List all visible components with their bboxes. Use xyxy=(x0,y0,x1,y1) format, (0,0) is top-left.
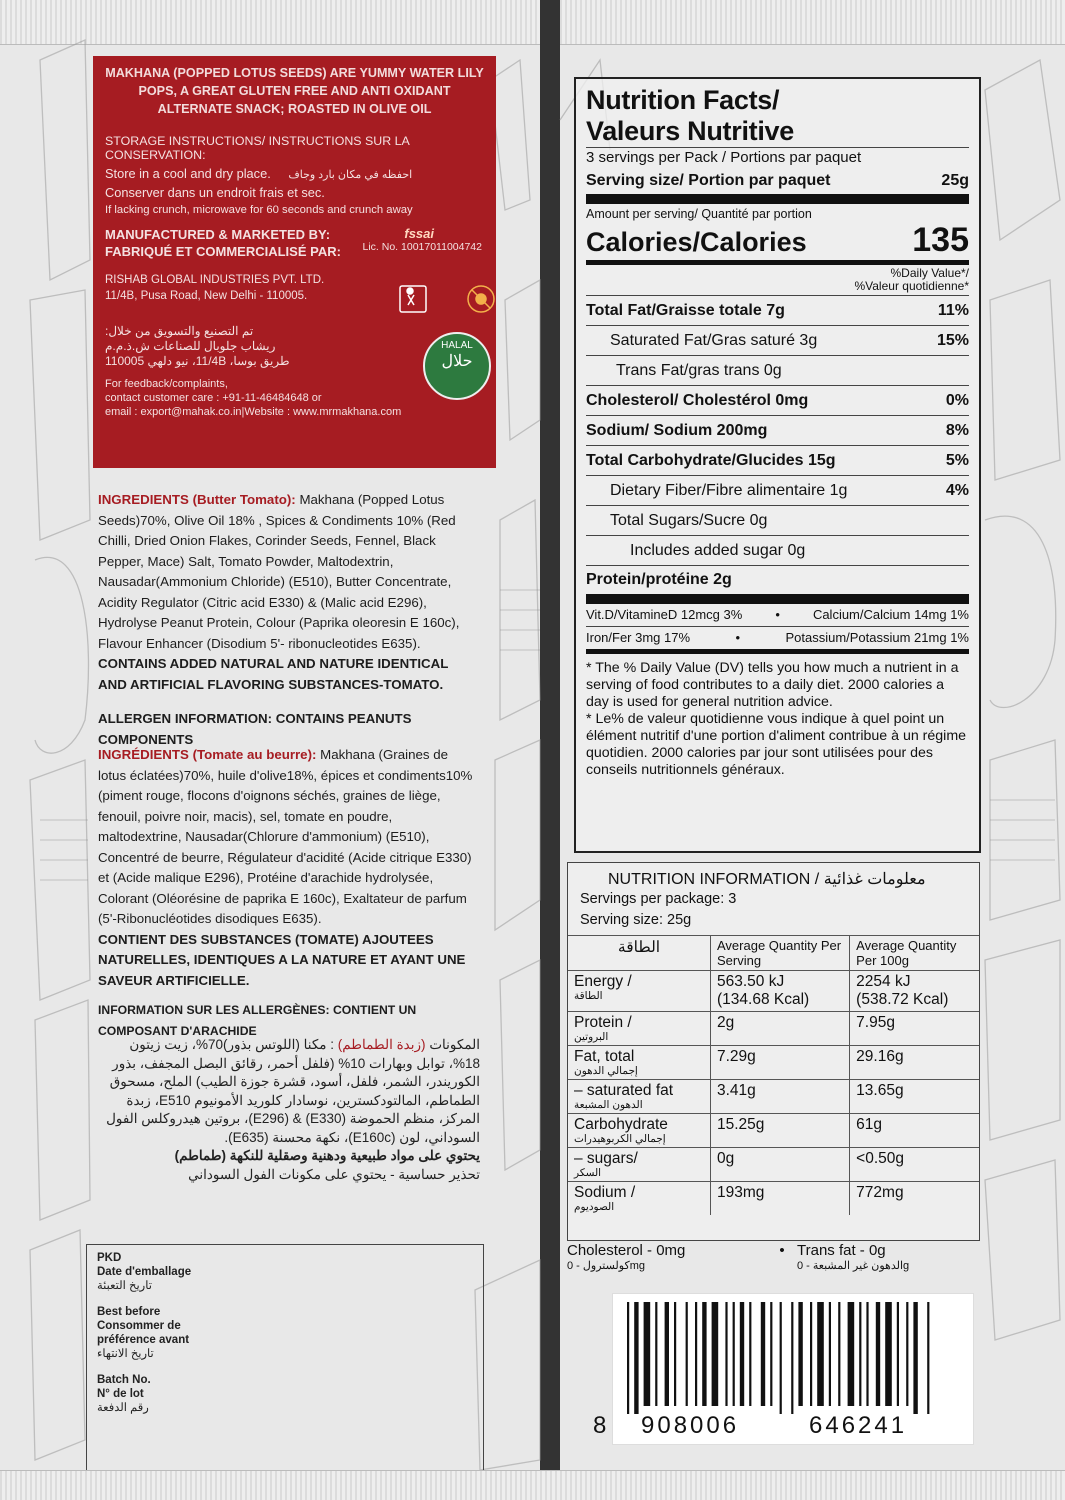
feedback-label: For feedback/complaints, xyxy=(105,378,228,390)
nf-vitamin-d: Vit.D/VitamineD 12mcg 3% xyxy=(586,607,743,622)
nf-bullet: • xyxy=(735,630,741,645)
ni-row xyxy=(568,1080,979,1114)
nf-dv-header-en: %Daily Value*/ xyxy=(890,266,969,280)
ni-serving-size: Serving size: 25g xyxy=(580,912,692,928)
nf-row-label: Total Sugars/Sucre 0g xyxy=(610,512,768,529)
barcode-bar xyxy=(712,1302,719,1406)
ni-row-per-100g xyxy=(850,1148,979,1182)
ni-row-label: – sugars/ xyxy=(574,1150,638,1167)
barcode-bar xyxy=(695,1302,697,1406)
barcode-bar xyxy=(634,1302,638,1414)
ingredients-ar-text: : مكنا (اللوتس بذور)70%، زيت زيتون 18%، توابل وبهارات 10% (فلفل أحمر، رقائق البصل المجفف، بذور الكوريندر، الشمر، فلفل، أسود، قشرة جوزة الطيب) الملح، مسحوق الطماطم، المالتودكسترين، نوسادار كلوريد الأمونيوم E510، زبدة المركز، منظم الحموضة (E330) & (E296)، بروتين هيدروكلس الفول السوداني، لون (E160c)، نكهة محسنة (E635). xyxy=(106,1037,480,1145)
best-before-ar: تاريخ الانتهاء xyxy=(97,1348,154,1360)
storage-heading: STORAGE INSTRUCTIONS/ INSTRUCTIONS SUR LA CONSERVATION: xyxy=(105,134,410,162)
barcode-bars xyxy=(623,1302,963,1414)
ni-row-per-100g xyxy=(850,1114,979,1148)
storage-en-text: Store in a cool and dry place. xyxy=(105,166,271,181)
ni-header-row xyxy=(568,936,979,971)
ni-row-label-cell xyxy=(568,1148,711,1182)
ni-row xyxy=(568,1012,979,1046)
ni-row-label-ar: إجمالي الكربوهيدرات xyxy=(574,1133,666,1145)
barcode-bar xyxy=(702,1302,706,1406)
barcode-bar xyxy=(761,1302,765,1406)
nf-row-dv: 4% xyxy=(945,482,969,499)
barcode-bar xyxy=(725,1302,727,1406)
nf-row xyxy=(586,386,969,416)
ni-row-per-100g xyxy=(850,1080,979,1114)
nf-row xyxy=(586,536,969,566)
ni-serving-value: 7.29g xyxy=(717,1048,756,1065)
ni-serving-value: 0g xyxy=(717,1150,735,1167)
ni-row-per-serving xyxy=(711,1182,850,1216)
barcode-bar xyxy=(897,1302,899,1406)
ni-serving-value: 3.41g xyxy=(717,1082,756,1099)
ni-per100-value: 61g xyxy=(856,1116,883,1133)
ni-cholesterol xyxy=(567,1242,767,1272)
arabic-company: ريشاب جلوبال للصناعات ش.ذ.م.م xyxy=(105,339,276,353)
barcode-bar xyxy=(838,1302,840,1406)
barcode-bar xyxy=(749,1302,751,1406)
halal-label: HALAL xyxy=(441,340,473,351)
nf-calories-row xyxy=(586,222,969,265)
ni-row-label-ar: البروتين xyxy=(574,1031,609,1043)
barcode-bar xyxy=(686,1302,688,1406)
ni-per100-value: 2254 kJ xyxy=(856,973,911,990)
ni-row-per-serving xyxy=(711,1012,850,1046)
ni-cholesterol-trans xyxy=(567,1242,981,1272)
ni-row-per-serving xyxy=(711,1114,850,1148)
barcode-bar xyxy=(848,1302,855,1406)
company-name: RISHAB GLOBAL INDUSTRIES PVT. LTD. xyxy=(105,274,325,286)
barcode-bar xyxy=(866,1302,868,1406)
ni-row-label-cell xyxy=(568,1046,711,1080)
nf-row-label: Total Fat/Graisse totale 7g xyxy=(586,302,785,319)
barcode-digits-3: 646241 xyxy=(809,1412,908,1439)
ni-per100-value: 7.95g xyxy=(856,1014,895,1031)
ingredients-ar-flavor: (زبدة الطماطم) xyxy=(337,1037,426,1052)
barcode-bar xyxy=(791,1302,793,1414)
nf-row-label: Cholesterol/ Cholestérol 0mg xyxy=(586,392,809,409)
barcode-digits-2: 908006 xyxy=(641,1412,740,1439)
arabic-address: طريق بوسا، 11/4B، نيو دلهي 110005 xyxy=(105,354,290,368)
nf-serving-size-row xyxy=(586,168,969,204)
bottom-seal xyxy=(0,1470,1065,1500)
fssai-logo: fssai xyxy=(404,226,434,241)
batch-fr-label: N° de lot xyxy=(97,1388,144,1400)
nf-dv-header xyxy=(586,265,969,296)
sun-protect-icon xyxy=(468,286,494,312)
ingredients-fr-text: Makhana (Graines de lotus éclatées)70%, huile d'olive18%, épices et condiments10% (piment rouge, flocons d'oignons séchés, graines de liège, fenouil, poivre noir, macis), sel, tomate en poudre, maltodextrine, Nausadar(Chlorure d'ammonium) (E510), Concentré de beurre, Régulateur d'acidité (Acide citrique E330) et (Acide malique E296), Protéine d'arachide hydrolysée, Colorant (Oléorésine de paprika E 160c), Exaltateur de parfum (5'-Ribonucléotides disodiques E635). xyxy=(98,747,473,926)
ni-row xyxy=(568,1148,979,1182)
brand-info-panel xyxy=(93,56,496,468)
ni-col1-header: Average Quantity Per Serving xyxy=(711,936,850,971)
ni-serving-value: 2g xyxy=(717,1014,735,1031)
ingredients-en-label: INGREDIENTS (Butter Tomato): xyxy=(98,492,296,507)
best-before-fr2: préférence avant xyxy=(97,1334,190,1346)
pkd-ar-label: تاريخ التعبئة xyxy=(97,1280,152,1292)
nf-iron: Iron/Fer 3mg 17% xyxy=(586,630,691,645)
crunch-tip: If lacking crunch, microwave for 60 seconds and crunch away xyxy=(105,204,413,216)
ingredients-fr-label: INGRÉDIENTS (Tomate au beurre): xyxy=(98,747,317,762)
ni-row-label-cell xyxy=(568,1182,711,1216)
barcode-bar xyxy=(733,1302,735,1406)
contact-email: email : export@mahak.co.in|Website : www.mrmakhana.com xyxy=(105,406,402,418)
nf-row xyxy=(586,476,969,506)
nf-row xyxy=(586,296,969,326)
nf-row xyxy=(586,356,969,386)
nf-vitamin-row-2 xyxy=(586,627,969,654)
nf-row-dv: 8% xyxy=(945,422,969,439)
ingredients-en-contains: CONTAINS ADDED NATURAL AND NATURE IDENTICAL AND ARTIFICIAL FLAVORING SUBSTANCES-TOMATO. xyxy=(98,656,449,692)
ni-row-label-ar: الطاقة xyxy=(574,990,603,1002)
ni-row-label: – saturated fat xyxy=(574,1082,674,1099)
fssai-block xyxy=(363,226,483,253)
best-before-fr1: Consommer de xyxy=(97,1320,181,1332)
fssai-license: Lic. No. 10017011004742 xyxy=(362,241,482,253)
ni-row xyxy=(568,971,979,1012)
barcode-bar xyxy=(810,1302,812,1406)
nf-dv-header-fr: %Valeur quotidienne* xyxy=(854,279,969,293)
barcode-bar xyxy=(906,1302,908,1406)
barcode-bar xyxy=(740,1302,744,1406)
nf-row xyxy=(586,506,969,536)
ni-row-label-cell xyxy=(568,1080,711,1114)
ni-row-label-ar: الدهون المشبعة xyxy=(574,1099,643,1111)
ni-heading-ar: معلومات غذائية xyxy=(823,871,926,888)
ni-per100-value: 29.16g xyxy=(856,1048,904,1065)
nf-bullet: • xyxy=(775,607,780,622)
ni-table xyxy=(568,935,979,1215)
nf-servings: 3 servings per Pack / Portions par paquet xyxy=(586,149,862,166)
allergen-en: ALLERGEN INFORMATION: CONTAINS PEANUTS COMPONENTS xyxy=(98,711,412,747)
barcode-bar xyxy=(798,1302,802,1406)
ni-per100-value-2: (538.72 Kcal) xyxy=(856,991,949,1008)
barcode-bar xyxy=(780,1302,782,1414)
ni-rows xyxy=(568,971,979,1216)
nf-serving-size-label: Serving size/ Portion par paquet xyxy=(586,172,831,189)
ni-row-label-cell xyxy=(568,1114,711,1148)
batch-label: Batch No. xyxy=(97,1374,151,1386)
company-street: 11/4B, Pusa Road, New Delhi - 110005. xyxy=(105,290,308,302)
ni-row-per-serving xyxy=(711,971,850,1012)
nf-row-label: Includes added sugar 0g xyxy=(630,542,806,559)
barcode xyxy=(593,1293,974,1445)
product-claim: MAKHANA (POPPED LOTUS SEEDS) ARE YUMMY WATER LILY POPS, A GREAT GLUTEN FREE AND ANTI OXIDANT ALTERNATE SNACK; ROASTED IN OLIVE OIL xyxy=(105,66,484,116)
nf-row-label: Trans Fat/gras trans 0g xyxy=(616,362,782,379)
nf-protein-row xyxy=(586,566,969,604)
nutrition-information-panel xyxy=(567,862,980,1241)
barcode-bar xyxy=(876,1302,880,1406)
ingredients-ar-contains: يحتوي على مواد طبيعية ودهنية وصقلية للنكهة (طماطم) xyxy=(174,1148,480,1163)
barcode-bar xyxy=(627,1302,629,1414)
ni-row-label: Protein / xyxy=(574,1014,632,1031)
barcode-bar xyxy=(655,1302,657,1406)
nf-nutrient-rows xyxy=(586,296,969,566)
ni-row-label-ar: الصوديوم xyxy=(574,1201,615,1213)
nf-row xyxy=(586,416,969,446)
ni-serving-value: 563.50 kJ xyxy=(717,973,785,990)
barcode-bar xyxy=(770,1302,772,1406)
ni-trans-ar: الدهون غير المشبعة - 0g xyxy=(797,1260,910,1272)
ni-per100-value: 13.65g xyxy=(856,1082,904,1099)
ni-cholesterol-ar: كولسترول - 0mg xyxy=(567,1260,645,1272)
halal-arabic: حلال xyxy=(441,353,473,370)
ni-cholesterol-en: Cholesterol - 0mg xyxy=(567,1242,686,1259)
nf-row xyxy=(586,446,969,476)
pkd-group xyxy=(97,1251,473,1293)
allergen-fr: INFORMATION SUR LES ALLERGÈNES: CONTIENT UN COMPOSANT D'ARACHIDE xyxy=(98,1003,417,1038)
ni-trans xyxy=(797,1242,909,1272)
dates-batch-box xyxy=(86,1244,484,1486)
nf-row-label: Sodium/ Sodium 200mg xyxy=(586,422,768,439)
barcode-digit-1: 8 xyxy=(593,1412,610,1439)
nf-title-fr: Valeurs Nutritive xyxy=(586,116,969,148)
ni-row-per-serving xyxy=(711,1148,850,1182)
pkd-label: PKD xyxy=(97,1252,122,1264)
ni-row-per-serving xyxy=(711,1080,850,1114)
nf-calcium: Calcium/Calcium 14mg 1% xyxy=(812,607,969,622)
storage-instruction-fr: Conserver dans un endroit frais et sec. xyxy=(105,185,325,200)
ingredients-en-text: Makhana (Popped Lotus Seeds)70%, Olive Oil 18% , Spices & Condiments 10% (Red Chilli, Dried Onion Flakes, Corinder Seeds, Fennel, Black Pepper, Mace) Salt, Tomato Powder, Maltodextrin, Nausadar(Ammonium Chloride) (E510), Butter Concentrate, Acidity Regulator (Citric acid E330) & (Malic acid E296), Hydrolyse Peanut Protein, Colour (Paprika oleoresin E 160c), Flavour Enhancer (Disodium 5'- ribonucleotides E635). xyxy=(98,492,460,651)
barcode-bar xyxy=(927,1302,929,1414)
nf-row-dv: 0% xyxy=(945,392,969,409)
ni-row xyxy=(568,1114,979,1148)
barcode-bar xyxy=(644,1302,651,1406)
contact-phone: contact customer care : +91-11-46484648 or xyxy=(105,392,322,404)
arabic-manufacturer xyxy=(105,324,325,369)
pkd-fr-label: Date d'emballage xyxy=(97,1266,192,1278)
nf-potassium: Potassium/Potassium 21mg 1% xyxy=(785,630,969,645)
ni-heading-en: NUTRITION INFORMATION / xyxy=(608,871,820,888)
batch-group xyxy=(97,1373,473,1415)
recycle-bin-icon xyxy=(400,286,426,312)
ni-per100-value: <0.50g xyxy=(856,1150,905,1167)
ni-row-label: Carbohydrate xyxy=(574,1116,668,1133)
ni-row xyxy=(568,1182,979,1216)
ni-row-label-cell xyxy=(568,971,711,1012)
barcode-bar xyxy=(913,1302,917,1414)
ni-bullet: • xyxy=(779,1242,785,1259)
ni-serving-value: 193mg xyxy=(717,1184,765,1201)
ni-row-label: Sodium / xyxy=(574,1184,636,1201)
ni-serving-value-2: (134.68 Kcal) xyxy=(717,991,810,1008)
nf-calories-label: Calories/Calories xyxy=(586,227,807,257)
barcode-bar xyxy=(817,1302,824,1406)
nf-row-label: Total Carbohydrate/Glucides 15g xyxy=(586,452,836,469)
nf-protein-label: Protein/protéine 2g xyxy=(586,571,732,588)
disposal-icons xyxy=(380,282,510,318)
nutrition-facts-panel xyxy=(574,77,981,853)
arabic-mfr-label: تم التصنيع والتسويق من خلال: xyxy=(105,324,254,338)
ni-col2-header: Average Quantity Per 100g xyxy=(850,936,979,971)
ni-serving-value: 15.25g xyxy=(717,1116,765,1133)
ni-per100-value: 772mg xyxy=(856,1184,904,1201)
ni-row-per-serving xyxy=(711,1046,850,1080)
nf-footnotes xyxy=(586,660,969,779)
ingredients-fr-contains: CONTIENT DES SUBSTANCES (TOMATE) AJOUTEES NATURELLES, IDENTIQUES A LA NATURE ET AYANT UNE SAVEUR ARTIFICIELLE. xyxy=(98,931,466,988)
barcode-bar xyxy=(665,1302,669,1406)
storage-instruction-en xyxy=(105,166,484,181)
nf-serving-size-value: 25g xyxy=(941,172,969,189)
ni-trans-en: Trans fat - 0g xyxy=(797,1242,886,1259)
ni-chol-row xyxy=(567,1242,981,1272)
nf-calories-value: 135 xyxy=(912,221,969,259)
barcode-bar xyxy=(859,1302,861,1406)
ingredients-arabic xyxy=(98,1036,480,1184)
nf-row-dv: 11% xyxy=(937,302,969,319)
halal-seal-icon xyxy=(423,332,491,400)
ingredients-english xyxy=(98,490,478,750)
barcode-bar xyxy=(885,1302,892,1406)
nf-vitamin-row-1 xyxy=(586,604,969,627)
nf-title-en: Nutrition Facts/ xyxy=(586,85,780,115)
nf-row xyxy=(586,326,969,356)
barcode-bar xyxy=(829,1302,831,1406)
ingredients-ar-label: المكونات xyxy=(429,1037,480,1052)
ni-servings: Servings per package: 3 xyxy=(580,891,737,907)
ni-row xyxy=(568,1046,979,1080)
manufactured-by-label: MANUFACTURED & MARKETED BY: xyxy=(105,227,331,242)
ni-row-per-100g xyxy=(850,971,979,1012)
nf-row-dv: 15% xyxy=(936,332,969,349)
batch-ar-label: رقم الدفعة xyxy=(97,1402,149,1414)
best-before-label: Best before xyxy=(97,1306,161,1318)
barcode-bar xyxy=(674,1302,676,1406)
ni-row-label: Energy / xyxy=(574,973,632,990)
nf-amount-per: Amount per serving/ Quantité par portion xyxy=(586,207,812,221)
storage-ar-text: احفظه في مكان بارد وجاف xyxy=(288,169,413,181)
fabrique-par-label: FABRIQUÉ ET COMMERCIALISÉ PAR: xyxy=(105,244,341,259)
nf-row-label: Saturated Fat/Gras saturé 3g xyxy=(610,332,818,349)
ni-row-label-ar: السكر xyxy=(574,1167,602,1179)
ni-row-label-ar: إجمالي الدهون xyxy=(574,1065,638,1077)
ni-row-label-cell xyxy=(568,1012,711,1046)
nf-footnote-en: * The % Daily Value (DV) tells you how much a nutrient in a serving of food contributes to a daily diet. 2000 calories a day is used for general nutrition advice. xyxy=(586,660,959,710)
ni-row-per-100g xyxy=(850,1012,979,1046)
ni-row-per-100g xyxy=(850,1046,979,1080)
ingredients-french xyxy=(98,745,478,991)
ni-col0-header: الطاقة xyxy=(568,936,711,971)
allergen-ar: تحذير حساسية - يحتوي على مكونات الفول السوداني xyxy=(188,1166,480,1182)
nf-row-dv: 5% xyxy=(945,452,969,469)
nf-footnote-fr: * Le% de valeur quotidienne vous indique à quel point un élément nutritif d'une portion d'aliment contribue à un régime quotidien. 2000 calories par jour sont utilisées pour des conseils nutritionnels généraux. xyxy=(586,711,967,778)
ni-row-per-100g xyxy=(850,1182,979,1216)
best-before-group xyxy=(97,1305,473,1361)
ni-heading xyxy=(568,863,979,889)
nf-row-label: Dietary Fiber/Fibre alimentaire 1g xyxy=(610,482,848,499)
ni-row-label: Fat, total xyxy=(574,1048,635,1065)
